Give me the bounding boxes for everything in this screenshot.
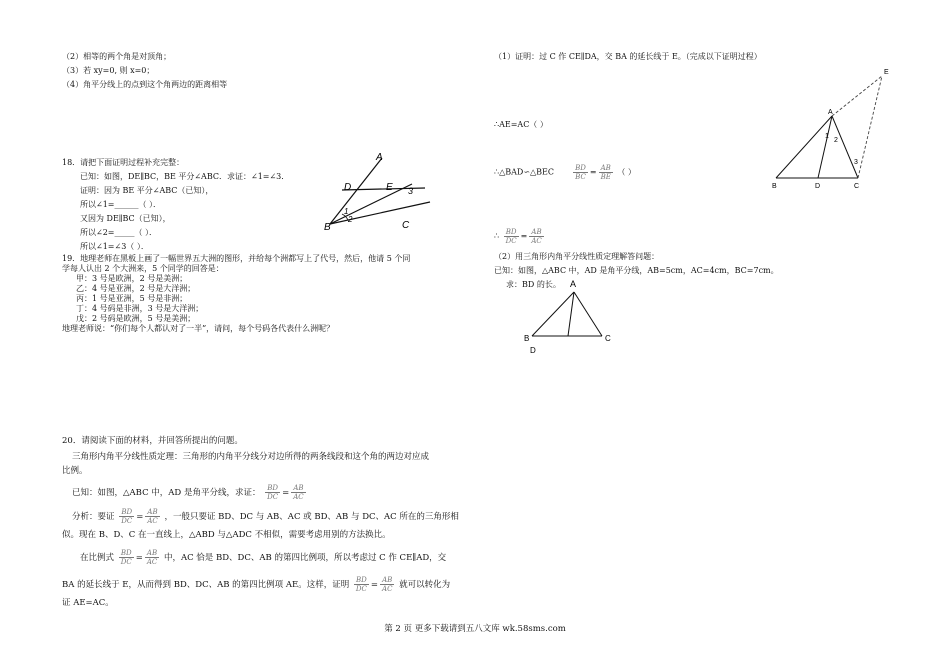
q18-proof1: 证明：因为 BE 平分∠ABC（已知）， [80,186,214,195]
segment-ae [832,76,882,116]
label-a: A [828,109,833,116]
frac-bd-bc [573,164,588,181]
frac-ab-ac [291,484,305,501]
frac-den: AC [382,585,393,593]
frac-den: DC [121,517,133,525]
frac-bd-dc [119,508,134,525]
frac-num: AB [529,228,543,237]
frac-bd-dc [119,549,134,566]
label-c: C [402,220,410,231]
label-d: D [344,182,352,193]
label-c: C [605,334,611,343]
frac-num: AB [380,576,394,585]
label-3: 3 [408,186,414,196]
segment-ac [832,116,858,178]
q19-answer-5: 戊：2 号码是欧洲，5 号是美洲； [76,314,196,323]
eq-sign: = [135,553,143,563]
frac-den: AC [531,237,542,245]
q20-given-text: 已知：如图，△ABC 中，AD 是角平分线，求证： [72,488,261,498]
frac-den: AC [146,558,158,566]
segment-ba [532,292,574,336]
label-b: B [772,183,777,190]
segment-ad [818,116,832,178]
q20-para2 [62,576,450,593]
label-3: 3 [854,159,858,166]
frac-den: BE [600,173,611,181]
frac-num: BD [354,576,369,585]
eq-sign: = [136,512,144,522]
proof-figure [768,64,898,194]
frac-num: BD [265,484,280,493]
item-2: （2）相等的两个角是对顶角； [62,52,172,61]
frac-bd-dc [265,484,280,501]
eq-sign: = [589,167,597,177]
frac-ab-ac [380,576,394,593]
q18-step2: 又因为 DE∥BC（已知）， [80,214,171,223]
therefore-sign: ∴ [494,231,500,241]
label-a: A [376,152,383,163]
frac-num: AB [291,484,305,493]
frac-ab-ac [145,508,159,525]
q20-given [72,484,308,501]
q19-line2: 学每人认出 2 个大洲来，5 个同学的回答是： [62,264,224,273]
q20-para2-suffix: 就可以转化为 [399,580,451,590]
q20-title: 20．请阅读下面的材料，并回答所提出的问题。 [62,436,243,446]
segment-ce [858,76,882,178]
frac-den: DC [267,493,279,501]
label-c: C [854,183,860,190]
frac-num: BD [119,549,134,558]
frac-den: AC [293,493,304,501]
label-a: A [570,279,577,289]
frac-den: DC [505,237,517,245]
segment-ad [568,292,574,336]
frac-den: DC [355,585,367,593]
segment-ac [574,292,602,336]
part2-title: （2）用三角形内角平分线性质定理解答问题： [494,252,660,261]
q20-analysis2: 似。现在 B、D、C 在一直线上，△ABD 与△ADC 不相似，需要考虑用别的方法换比。 [62,530,391,540]
q18-step1: 所以∠1=______（ ）． [80,200,162,209]
eq-sign: = [370,580,379,590]
label-e: E [884,69,889,76]
eq-sign: = [282,488,290,498]
q19-answer-1: 甲：3 号是欧洲，2 号是美洲； [76,274,188,283]
frac-den: AC [147,517,158,525]
label-1: 1 [825,133,829,140]
q20-para3: 证 AE=AC。 [62,598,114,608]
part2-find: 求：BD 的长。 [506,280,561,289]
label-d: D [815,183,821,190]
part2-figure [520,278,620,358]
frac-num: AB [145,549,159,558]
frac-ab-be [599,164,613,181]
page-footer: 第 2 页 更多下载请到五八文库 wk.58sms.com [384,624,566,634]
ae-ac-line: ∴AE=AC（ ） [494,120,548,129]
q18-step4: 所以∠1=∠3（ ）． [80,242,149,251]
label-d: D [530,346,536,355]
segment-ba [776,116,832,178]
frac-bd-dc [504,228,519,245]
frac-ab-ac [529,228,543,245]
frac-num: AB [599,164,613,173]
frac-ab-ac [145,549,159,566]
therefore-line [494,228,546,245]
q19-line1: 19．地理老师在黑板上画了一幅世界五大洲的图形，并给每个洲都写上了代号，然后，他请 5 个同 [62,254,411,263]
proof-intro: （1）证明：过 C 作 CE∥DA，交 BA 的延长线于 E。（完成以下证明过程） [494,52,762,61]
q19-answer-4: 丁：4 号码是非洲，3 号是大洋洲； [76,304,204,313]
frac-den: BC [575,173,586,181]
q20-analysis-prefix: 分析：要证 [72,512,115,522]
eq-sign: = [520,231,528,241]
label-b: B [324,222,331,233]
item-4: （4）角平分线上的点到这个角两边的距离相等 [62,80,228,89]
similar-suffix: （ ） [617,167,636,177]
q19-answer-2: 乙：4 号是亚洲，2 号是大洋洲； [76,284,196,293]
frac-den: DC [120,558,132,566]
q20-para-prefix: 在比例式 [80,553,115,563]
label-1: 1 [344,207,349,216]
label-2: 2 [834,137,838,144]
similar-line [494,164,636,181]
q20-theorem1: 三角形内角平分线性质定理：三角形的内角平分线分对边所得的两条线段和这个角的两边对应成 [72,452,430,462]
label-b: B [524,334,530,343]
q20-analysis [72,508,459,525]
frac-num: BD [504,228,519,237]
q20-para-suffix: 中，AC 恰是 BD、DC、AB 的第四比例项，所以考虑过 C 作 CE∥AD，交 [163,553,447,563]
item-3: （3）若 xy=0, 则 x=0； [62,66,155,75]
q18-title: 18．请把下面证明过程补充完整： [62,158,185,167]
q18-figure [320,150,440,233]
label-e: E [386,182,393,193]
q20-analysis-suffix: ，一般只要证 BD、DC 与 AB、AC 或 BD、AB 与 DC、AC 所在的三角形相 [164,512,459,522]
similar-prefix: ∴△BAD∽△BEC [494,167,555,177]
q20-para2-prefix: BA 的延长线于 E，从而得到 BD、DC、AB 的第四比例项 AE。这样，证明 [62,580,350,590]
q20-para [80,549,446,566]
frac-num: BD [119,508,134,517]
q18-step3: 所以∠2=_____（ ）． [80,228,158,237]
q19-answer-3: 丙：1 号是亚洲，5 号是非洲； [76,294,188,303]
frac-bd-dc [354,576,369,593]
frac-num: AB [145,508,159,517]
q20-theorem2: 比例。 [62,466,88,476]
label-2: 2 [348,215,353,224]
q19-question: 地理老师说：“你们每个人都认对了一半”，请问，每个号码各代表什么洲呢？ [62,324,335,333]
q18-given: 已知：如图，DE∥BC，BE 平分∠ABC．求证：∠1=∠3． [80,172,290,181]
part2-given: 已知：如图，△ABC 中，AD 是角平分线，AB=5cm，AC=4cm，BC=7cm。 [494,266,779,275]
frac-num: BD [575,164,586,172]
